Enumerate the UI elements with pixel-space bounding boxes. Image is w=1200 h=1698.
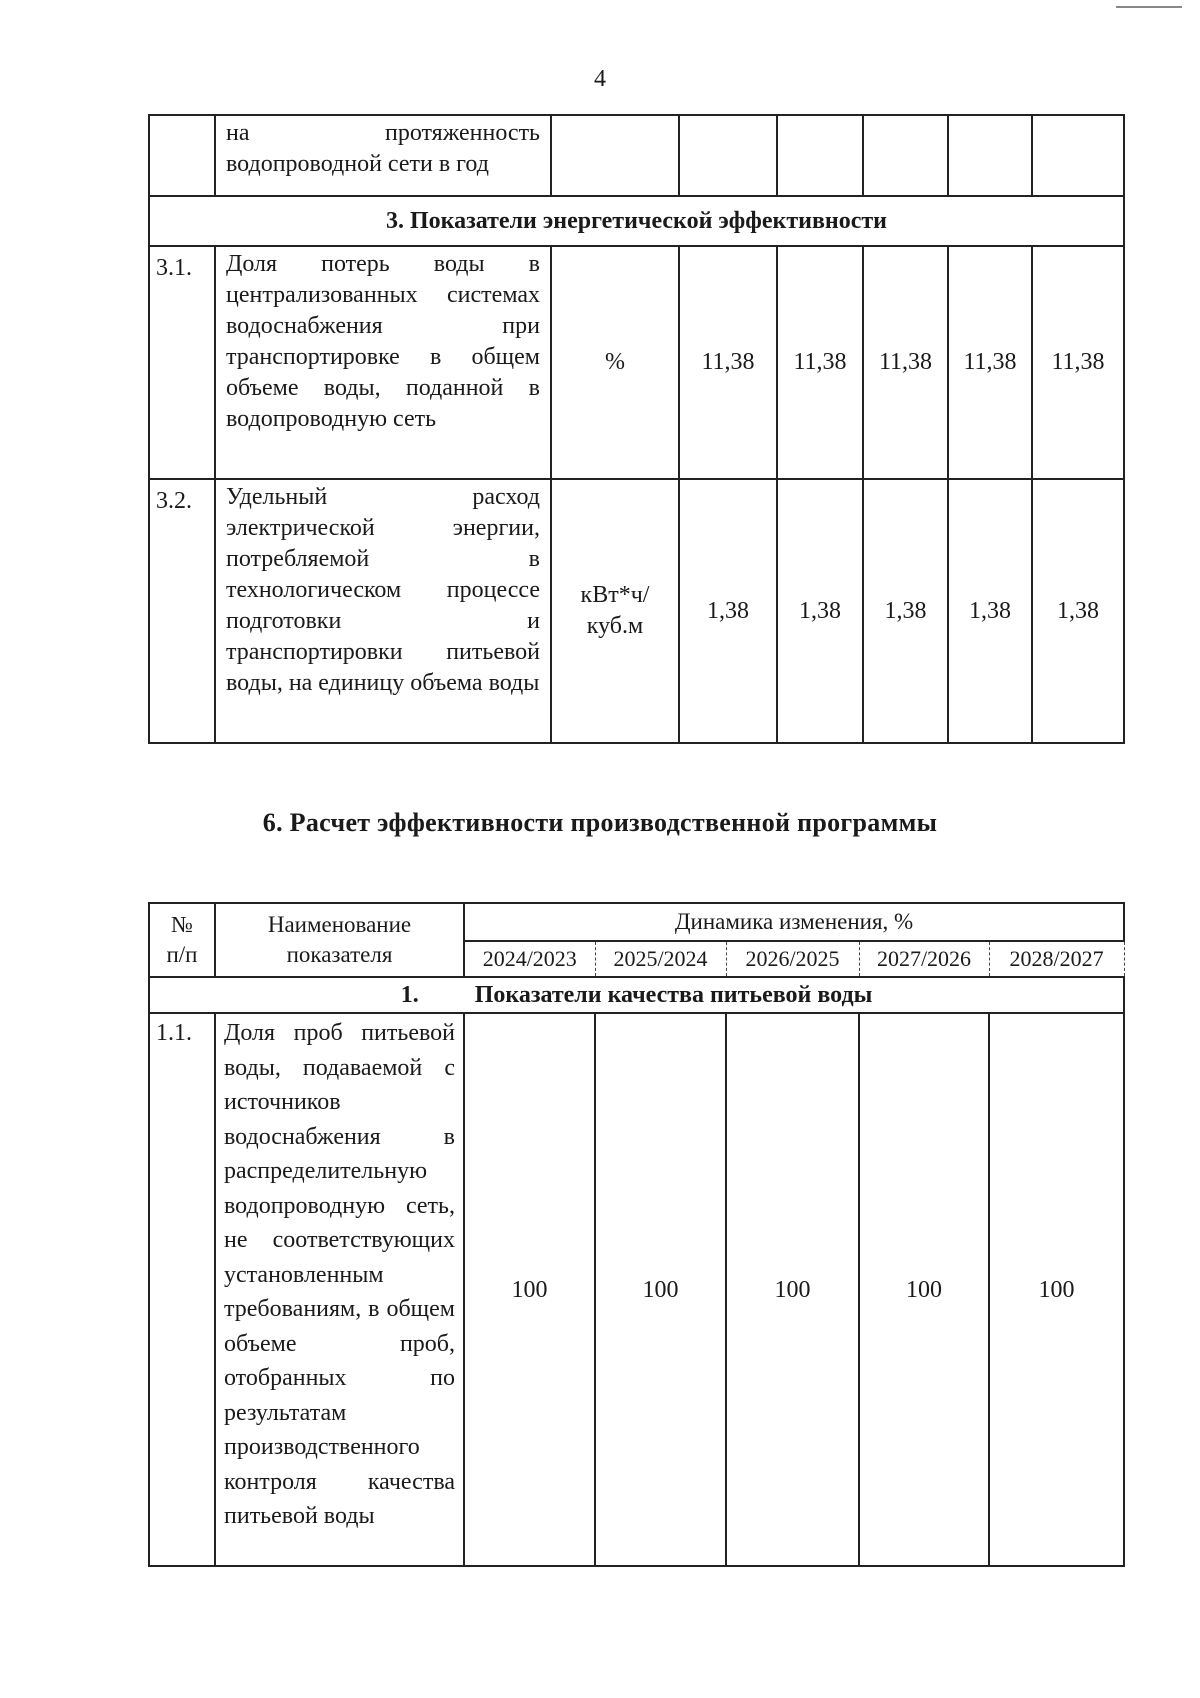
value-cell: 100 (464, 1013, 595, 1566)
value-cell: 1,38 (679, 479, 777, 743)
table-row (149, 115, 1124, 196)
unit-cell (551, 115, 679, 196)
value-cell: 11,38 (948, 246, 1032, 479)
indicator-name (215, 115, 551, 196)
dynamics-header: Динамика изменения, % (464, 903, 1124, 941)
row-number: 1.1. (149, 1013, 215, 1566)
section-number: 1. (400, 982, 419, 1008)
value-cell (777, 115, 863, 196)
row-number (149, 115, 215, 196)
value-cell (679, 115, 777, 196)
year-header: 2024/2023 (464, 941, 595, 977)
section-row (149, 196, 1124, 246)
page-number: 4 (594, 66, 606, 92)
energy-efficiency-table (148, 114, 1125, 744)
value-cell: 100 (726, 1013, 859, 1566)
value-cell (863, 115, 948, 196)
value-cell: 1,38 (1032, 479, 1124, 743)
name-part: протяженность (384, 120, 540, 146)
indicator-name: Доля потерь воды в централизованных системах водоснабжения при транспортировке в общем объеме воды, поданной в водопроводную сеть (215, 246, 551, 479)
year-header: 2027/2026 (859, 941, 989, 977)
value-cell: 11,38 (1032, 246, 1124, 479)
indicator-name: Доля проб питьевой воды, подаваемой с источников водоснабжения в распределительную водопроводную сеть, не соответствующих установленным требованиям, в общем объеме проб, отобранных по результатам производственного контроля качества питьевой воды (215, 1013, 464, 1566)
value-cell (1032, 115, 1124, 196)
table-row (149, 479, 1124, 743)
value-cell: 11,38 (863, 246, 948, 479)
num-header (149, 903, 215, 977)
header-text: показателя (286, 942, 393, 967)
header-row (149, 903, 1124, 941)
year-header: 2028/2027 (989, 941, 1124, 977)
section-row (149, 977, 1124, 1013)
table-row (149, 246, 1124, 479)
name-part: на (226, 120, 250, 146)
value-cell: 100 (859, 1013, 989, 1566)
value-cell: 11,38 (777, 246, 863, 479)
header-text: № (171, 912, 193, 937)
value-cell: 1,38 (948, 479, 1032, 743)
header-text: Наименование (267, 912, 412, 937)
year-header: 2025/2024 (595, 941, 726, 977)
value-cell: 11,38 (679, 246, 777, 479)
efficiency-calculation-table (148, 902, 1125, 1567)
section-heading (149, 977, 1124, 1013)
value-cell (948, 115, 1032, 196)
row-number: 3.2. (149, 479, 215, 743)
header-text: п/п (166, 942, 198, 967)
value-cell: 100 (595, 1013, 726, 1566)
name-header (215, 903, 464, 977)
unit-cell: % (551, 246, 679, 479)
section-title: 6. Расчет эффективности производственной программы (262, 808, 938, 837)
value-cell: 1,38 (777, 479, 863, 743)
table-row (149, 1013, 1124, 1566)
top-edge-mark (1116, 6, 1182, 8)
value-cell: 1,38 (863, 479, 948, 743)
section-heading: 3. Показатели энергетической эффективности (149, 196, 1124, 246)
year-header: 2026/2025 (726, 941, 859, 977)
unit-cell: кВт*ч/ куб.м (551, 479, 679, 743)
row-number: 3.1. (149, 246, 215, 479)
value-cell: 100 (989, 1013, 1124, 1566)
name-part: водопроводной сети в год (226, 151, 489, 177)
indicator-name: Удельный расход электрической энергии, потребляемой в технологическом процессе подготовки и транспортировки питьевой воды, на единицу объема воды (215, 479, 551, 743)
section-label: Показатели качества питьевой воды (474, 982, 873, 1008)
